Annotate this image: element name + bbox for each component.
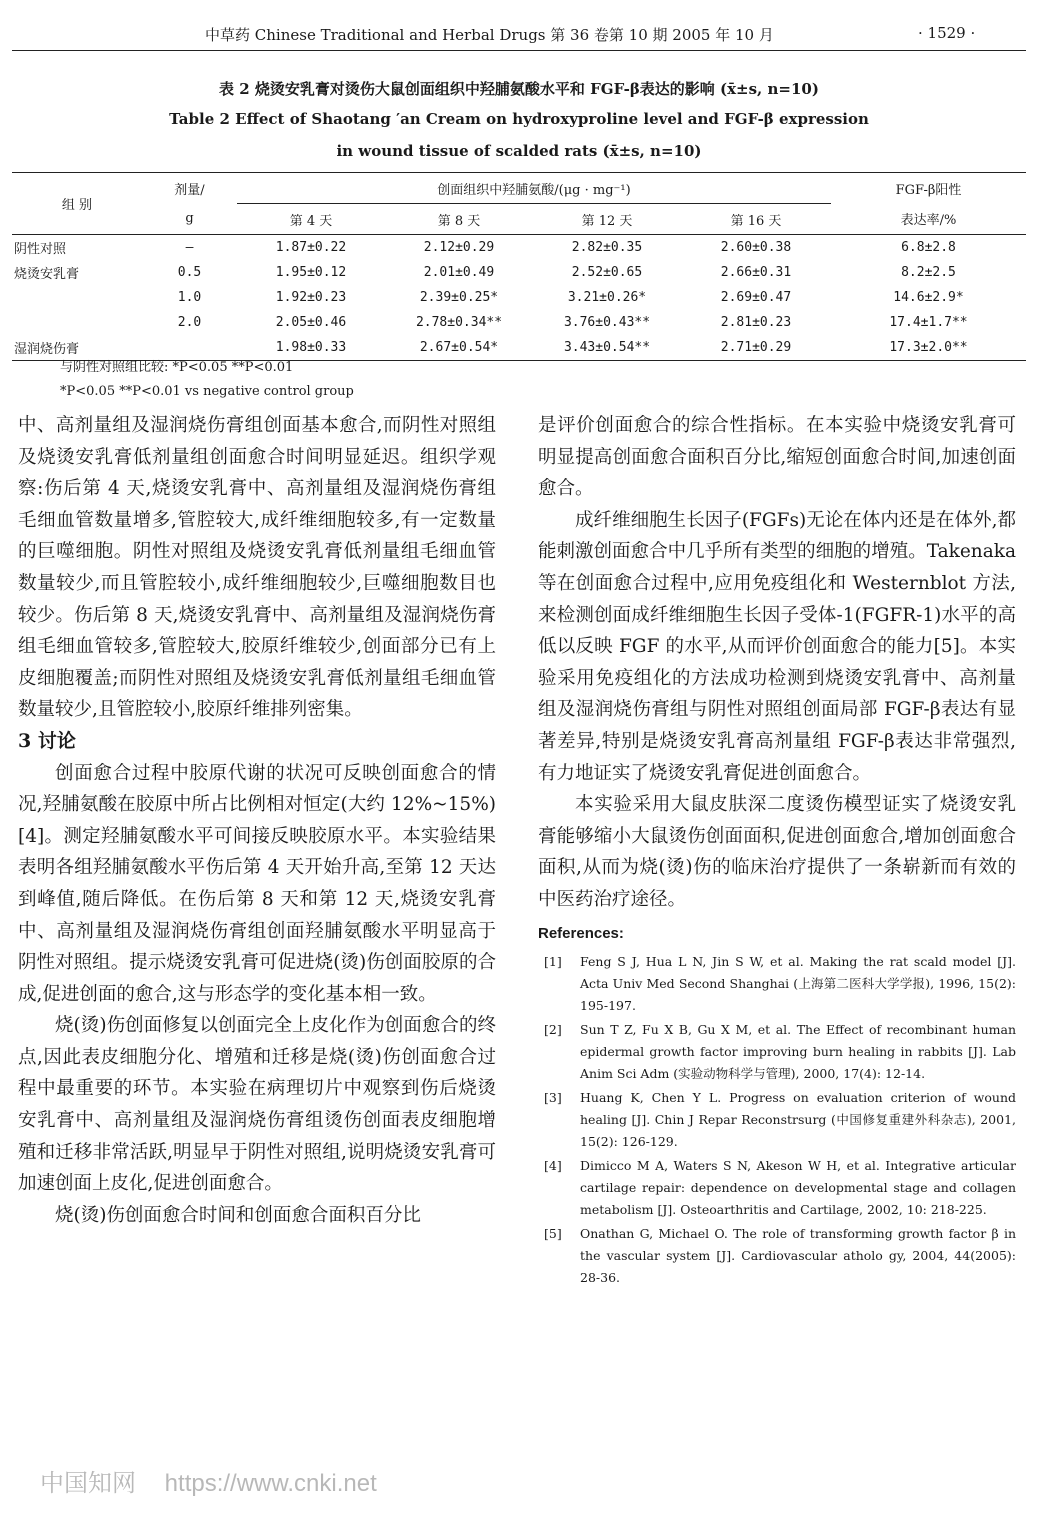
- cell-dose: —: [185, 240, 194, 255]
- reference-number: [2]: [544, 1022, 562, 1038]
- reference-item: [538, 951, 1016, 1017]
- watermark-logo: 中国知网: [40, 1470, 136, 1497]
- table-row: [12, 260, 1026, 285]
- reference-text: Huang K, Chen Y L. Progress on evaluation criterion of wound healing [J]. Chin J Repar Reconstrsurg (中国修复重建外科杂志), 2001, 15(2): 126-129.: [580, 1090, 1016, 1150]
- reference-item: [538, 1019, 1016, 1085]
- page-number: · 1529 ·: [918, 24, 976, 42]
- reference-item: [538, 1155, 1016, 1221]
- cell-day16: 2.71±0.29: [720, 340, 792, 355]
- header-day12: 第 12 天: [581, 213, 633, 229]
- cell-day12: 2.52±0.65: [571, 265, 643, 280]
- cell-day4: 1.87±0.22: [275, 240, 347, 255]
- paragraph: 本实验采用大鼠皮肤深二度烫伤模型证实了烧烫安乳膏能够缩小大鼠烫伤创面面积,促进创面愈合,增加创面愈合面积,从而为烧(烫)伤的临床治疗提供了一条崭新而有效的中医药治疗途径。: [538, 794, 1016, 910]
- section-heading: 3 讨论: [18, 729, 76, 752]
- cell-day8: 2.67±0.54*: [419, 340, 499, 355]
- cell-dose: 2.0: [177, 315, 202, 330]
- header-hydroxyproline: 创面组织中羟脯氨酸/(μg · mg⁻¹): [237, 173, 831, 204]
- cell-day16: 2.60±0.38: [720, 240, 792, 255]
- cell-day8: 2.01±0.49: [423, 265, 495, 280]
- right-column: [538, 410, 1016, 1289]
- left-column: [18, 410, 496, 1231]
- journal-title: 中草药 Chinese Traditional and Herbal Drugs 第 36 卷第 10 期 2005 年 10 月: [205, 26, 774, 44]
- header-group: 组 别: [12, 173, 142, 235]
- cell-fgf: 17.3±2.0**: [889, 340, 968, 355]
- cell-day16: 2.81±0.23: [720, 315, 792, 330]
- reference-number: [5]: [544, 1226, 562, 1242]
- data-table: [12, 172, 1026, 361]
- cell-dose: 0.5: [177, 265, 202, 280]
- cell-dose: 1.0: [177, 290, 202, 305]
- cell-day4: 1.95±0.12: [275, 265, 347, 280]
- header-rule: [12, 50, 1026, 51]
- cell-group: 烧烫安乳膏: [14, 267, 80, 282]
- reference-item: [538, 1223, 1016, 1289]
- cell-day16: 2.66±0.31: [720, 265, 792, 280]
- table-row: [12, 310, 1026, 335]
- table-caption-en: Table 2 Effect of Shaotang ′an Cream on hydroxyproline level and FGF-β expression: [169, 110, 869, 128]
- cell-day12: 3.76±0.43**: [563, 315, 651, 330]
- table-note-en: *P<0.05 **P<0.01 vs negative control group: [60, 384, 354, 399]
- paragraph: 成纤维细胞生长因子(FGFs)无论在体内还是在体外,都能刺激创面愈合中几乎所有类型的细胞的增殖。Takenaka 等在创面愈合过程中,应用免疫组化和 Westernblot 方法,来检测创面成纤维细胞生长因子受体-1(FGFR-1)水平的高低以反映 FGF 的水平,从而评价创面愈合的能力[5]。本实验采用免疫组化的方法成功检测到烧烫安乳膏中、高剂量组及湿润烧伤膏组与阴性对照组创面局部 FGF-β表达有显著差异,特别是烧烫安乳膏高剂量组 FGF-β表达非常强烈,有力地证实了烧烫安乳膏促进创面愈合。: [538, 509, 1016, 784]
- paragraph: 烧(烫)伤创面修复以创面完全上皮化作为创面愈合的终点,因此表皮细胞分化、增殖和迁移是烧(烫)伤创面愈合过程中最重要的环节。本实验在病理切片中观察到伤后烧烫安乳膏中、高剂量组及湿润烧伤膏组烫伤创面表皮细胞增殖和迁移非常活跃,明显早于阴性对照组,说明烧烫安乳膏可加速创面上皮化,促进创面愈合。: [18, 1015, 496, 1195]
- cell-day12: 3.21±0.26*: [567, 290, 647, 305]
- cell-day12: 2.82±0.35: [571, 240, 643, 255]
- cell-day4: 2.05±0.46: [275, 315, 347, 330]
- paragraph: 是评价创面愈合的综合性指标。在本实验中烧烫安乳膏可明显提高创面愈合面积百分比,缩短创面愈合时间,加速创面愈合。: [538, 415, 1016, 500]
- reference-number: [1]: [544, 954, 562, 970]
- cell-day8: 2.78±0.34**: [415, 315, 503, 330]
- cell-fgf: 14.6±2.9*: [893, 290, 964, 305]
- cell-day8: 2.39±0.25*: [419, 290, 499, 305]
- header-day4: 第 4 天: [289, 213, 333, 229]
- cell-day8: 2.12±0.29: [423, 240, 495, 255]
- cell-day4: 1.92±0.23: [275, 290, 347, 305]
- cell-day4: 1.98±0.33: [275, 340, 347, 355]
- reference-item: [538, 1087, 1016, 1153]
- watermark: [40, 1463, 377, 1498]
- reference-text: Onathan G, Michael O. The role of transforming growth factor β in the vascular system [J]. Cardiovascular atholo gy, 2004, 44(2005): 28-36.: [580, 1226, 1016, 1286]
- cell-day12: 3.43±0.54**: [563, 340, 651, 355]
- reference-number: [3]: [544, 1090, 562, 1106]
- references-heading: References:: [538, 924, 624, 942]
- cell-fgf: 8.2±2.5: [901, 265, 956, 280]
- cell-group: [12, 310, 142, 335]
- paragraph: 中、高剂量组及湿润烧伤膏组创面基本愈合,而阴性对照组及烧烫安乳膏低剂量组创面愈合时间明显延迟。组织学观察:伤后第 4 天,烧烫安乳膏中、高剂量组及湿润烧伤膏组毛细血管数量增多,管腔较大,成纤维细胞较多,有一定数量的巨噬细胞。阴性对照组及烧烫安乳膏低剂量组毛细血管数量较少,而且管腔较小,成纤维细胞较少,巨噬细胞数目也较少。伤后第 8 天,烧烫安乳膏中、高剂量组及湿润烧伤膏组毛细血管较多,管腔较大,胶原纤维较少,创面部分已有上皮细胞覆盖;而阴性对照组及烧烫安乳膏低剂量组毛细血管数量较少,且管腔较小,胶原纤维排列密集。: [18, 415, 496, 721]
- reference-text: Dimicco M A, Waters S N, Akeson W H, et al. Integrative articular cartilage repair: dependence on developmental stage and collagen metabolism [J]. Osteoarthritis and Cartilage, 2002, 10: 218-225.: [580, 1158, 1016, 1218]
- cell-group: 阴性对照: [14, 242, 67, 257]
- header-day16: 第 16 天: [730, 213, 782, 229]
- cell-fgf: 17.4±1.7**: [889, 315, 968, 330]
- header-fgf-unit: 表达率/%: [900, 213, 957, 229]
- cell-day16: 2.69±0.47: [720, 290, 792, 305]
- paragraph: 烧(烫)伤创面愈合时间和创面愈合面积百分比: [55, 1204, 421, 1226]
- table-caption-en-cont: in wound tissue of scalded rats (x̄±s, n=10): [336, 142, 702, 160]
- reference-text: Sun T Z, Fu X B, Gu X M, et al. The Effect of recombinant human epidermal growth factor improving burn healing in rabbits [J]. Lab Anim Sci Adm (实验动物科学与管理), 2000, 17(4): 12-14.: [580, 1022, 1016, 1082]
- header-fgf: FGF-β阳性: [895, 182, 962, 198]
- page-header: [0, 20, 1038, 48]
- table-row: [12, 285, 1026, 310]
- header-day8: 第 8 天: [437, 213, 481, 229]
- table-note-cn: 与阴性对照组比较: *P<0.05 **P<0.01: [60, 360, 294, 375]
- header-dose-unit: g: [185, 211, 194, 227]
- table-caption-cn: 表 2 烧烫安乳膏对烫伤大鼠创面组织中羟脯氨酸水平和 FGF-β表达的影响 (x̄±s, n=10): [219, 80, 819, 98]
- table-row: [12, 235, 1026, 261]
- watermark-url: https://www.cnki.net: [164, 1470, 377, 1497]
- cell-group: 湿润烧伤膏: [14, 342, 80, 357]
- cell-group: [12, 285, 142, 310]
- paragraph: 创面愈合过程中胶原代谢的状况可反映创面愈合的情况,羟脯氨酸在胶原中所占比例相对恒定(大约 12%~15%)[4]。测定羟脯氨酸水平可间接反映胶原水平。本实验结果表明各组羟脯氨酸水平伤后第 4 天开始升高,至第 12 天达到峰值,随后降低。在伤后第 8 天和第 12 天,烧烫安乳膏中、高剂量组及湿润烧伤膏组创面羟脯氨酸水平明显高于阴性对照组。提示烧烫安乳膏可促进烧(烫)伤创面胶原的合成,促进创面的愈合,这与形态学的变化基本相一致。: [18, 762, 496, 1005]
- header-dose: 剂量/: [174, 182, 205, 198]
- reference-text: Feng S J, Hua L N, Jin S W, et al. Making the rat scald model [J]. Acta Univ Med Second Shanghai (上海第二医科大学学报), 1996, 15(2): 195-197.: [580, 954, 1016, 1014]
- cell-fgf: 6.8±2.8: [901, 240, 956, 255]
- reference-number: [4]: [544, 1158, 562, 1174]
